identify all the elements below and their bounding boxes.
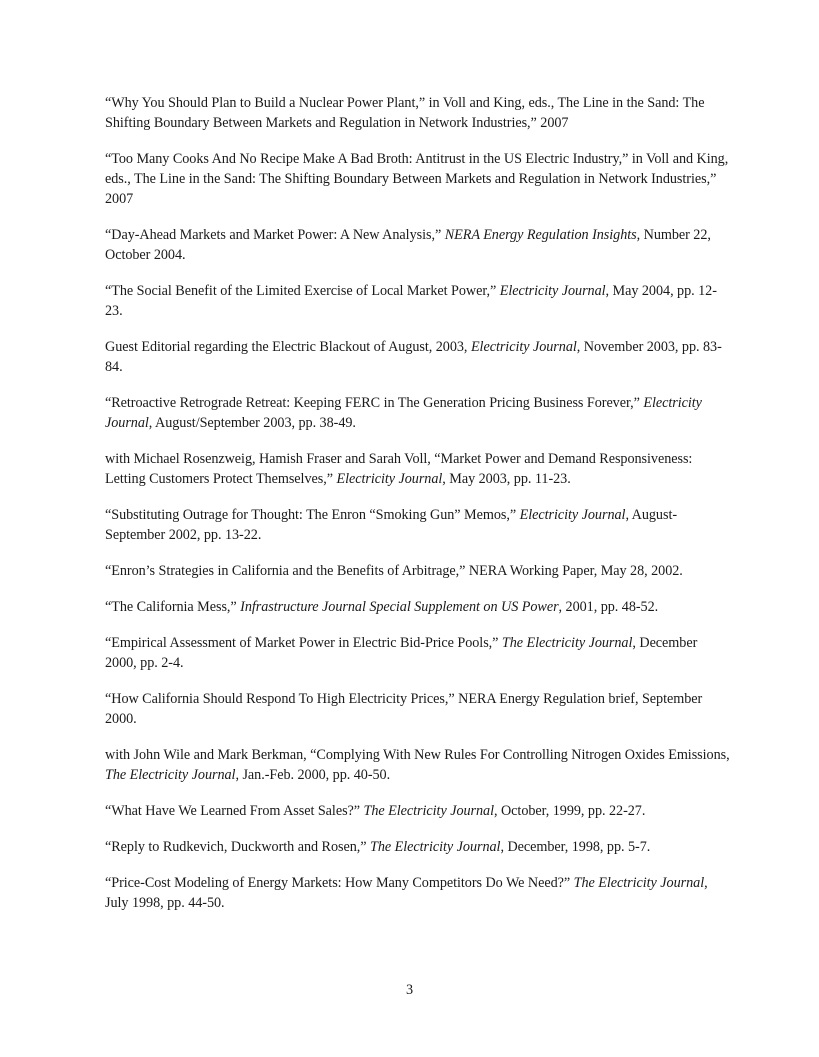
entry-details: , Jan.-Feb. 2000, pp. 40-50. — [235, 767, 391, 783]
entry-details: , October, 1999, pp. 22-27. — [493, 803, 646, 819]
publication-entry — [105, 561, 730, 581]
entry-text: with John Wile and Mark Berkman, “Complying With New Rules For Controlling Nitrogen Oxides Emissions, — [105, 747, 730, 763]
journal-name: The Electricity Journal — [370, 839, 501, 855]
publication-entry — [105, 149, 730, 209]
entry-text: “Too Many Cooks And No Recipe Make A Bad Broth: Antitrust in the US Electric Industry,” in Voll and King, eds., The Line in the Sand: The Shifting Boundary Between Markets and Regulation in Network Industries,” 2007 — [105, 151, 729, 207]
journal-name: The Electricity Journal — [105, 767, 236, 783]
journal-name: Electricity Journal — [105, 395, 702, 431]
entry-text: “Why You Should Plan to Build a Nuclear Power Plant,” in Voll and King, eds., The Line in the Sand: The Shifting Boundary Between Markets and Regulation in Network Industries,” 2007 — [105, 95, 705, 131]
entry-text: “Substituting Outrage for Thought: The Enron “Smoking Gun” Memos,” — [105, 507, 520, 523]
publication-entry — [105, 93, 730, 133]
journal-name: The Electricity Journal — [501, 635, 633, 651]
journal-name: Electricity Journal — [519, 507, 626, 523]
publication-entry — [105, 597, 730, 617]
entry-details: , Number 22, October 2004. — [105, 227, 711, 263]
entry-text: Guest Editorial regarding the Electric Blackout of August, 2003, — [105, 339, 471, 355]
journal-name: Electricity Journal — [336, 471, 443, 487]
entry-text: “Reply to Rudkevich, Duckworth and Rosen,” — [105, 839, 370, 855]
publication-entry — [105, 505, 730, 545]
entry-details: , December 2000, pp. 2-4. — [105, 635, 698, 671]
entry-details: , December, 1998, pp. 5-7. — [500, 839, 651, 855]
entry-details: , 2001, pp. 48-52. — [558, 599, 659, 615]
journal-name: Electricity Journal — [499, 283, 606, 299]
entry-text: with Michael Rosenzweig, Hamish Fraser and Sarah Voll, “Market Power and Demand Responsiveness: Letting Customers Protect Themselves,” — [105, 451, 693, 487]
entry-text: “How California Should Respond To High Electricity Prices,” NERA Energy Regulation brief, September 2000. — [105, 691, 703, 727]
journal-name: NERA Energy Regulation Insights — [444, 227, 637, 243]
publication-entry — [105, 337, 730, 377]
publication-entry — [105, 633, 730, 673]
entry-details: , May 2004, pp. 12-23. — [105, 283, 717, 319]
entry-text: “The California Mess,” — [105, 599, 241, 615]
entry-details: , November 2003, pp. 83-84. — [105, 339, 722, 375]
entry-text: “Enron’s Strategies in California and the Benefits of Arbitrage,” NERA Working Paper, May 28, 2002. — [105, 563, 683, 579]
journal-name: Electricity Journal — [470, 339, 577, 355]
entry-text: “What Have We Learned From Asset Sales?” — [105, 803, 364, 819]
publication-entry — [105, 281, 730, 321]
publication-entry — [105, 393, 730, 433]
journal-name: The Electricity Journal — [573, 875, 705, 891]
entry-details: , July 1998, pp. 44-50. — [105, 875, 708, 911]
publication-list — [105, 93, 730, 929]
journal-name: Infrastructure Journal Special Supplement on US Power — [240, 599, 559, 615]
entry-details: , May 2003, pp. 11-23. — [442, 471, 571, 487]
entry-text: “Day-Ahead Markets and Market Power: A New Analysis,” — [105, 227, 445, 243]
entry-text: “Retroactive Retrograde Retreat: Keeping FERC in The Generation Pricing Business Forever,” — [105, 395, 644, 411]
entry-text: “The Social Benefit of the Limited Exercise of Local Market Power,” — [105, 283, 500, 299]
publication-entry — [105, 225, 730, 265]
publication-entry — [105, 745, 730, 785]
publication-entry — [105, 801, 730, 821]
publication-entry — [105, 873, 730, 913]
publication-entry — [105, 689, 730, 729]
entry-details: , August-September 2002, pp. 13-22. — [105, 507, 678, 543]
entry-text: “Price-Cost Modeling of Energy Markets: How Many Competitors Do We Need?” — [105, 875, 574, 891]
publication-entry — [105, 837, 730, 857]
publication-entry — [105, 449, 730, 489]
page-number: 3 — [405, 982, 414, 998]
entry-text: “Empirical Assessment of Market Power in Electric Bid-Price Pools,” — [105, 635, 502, 651]
entry-details: , August/September 2003, pp. 38-49. — [148, 415, 356, 431]
journal-name: The Electricity Journal — [363, 803, 494, 819]
